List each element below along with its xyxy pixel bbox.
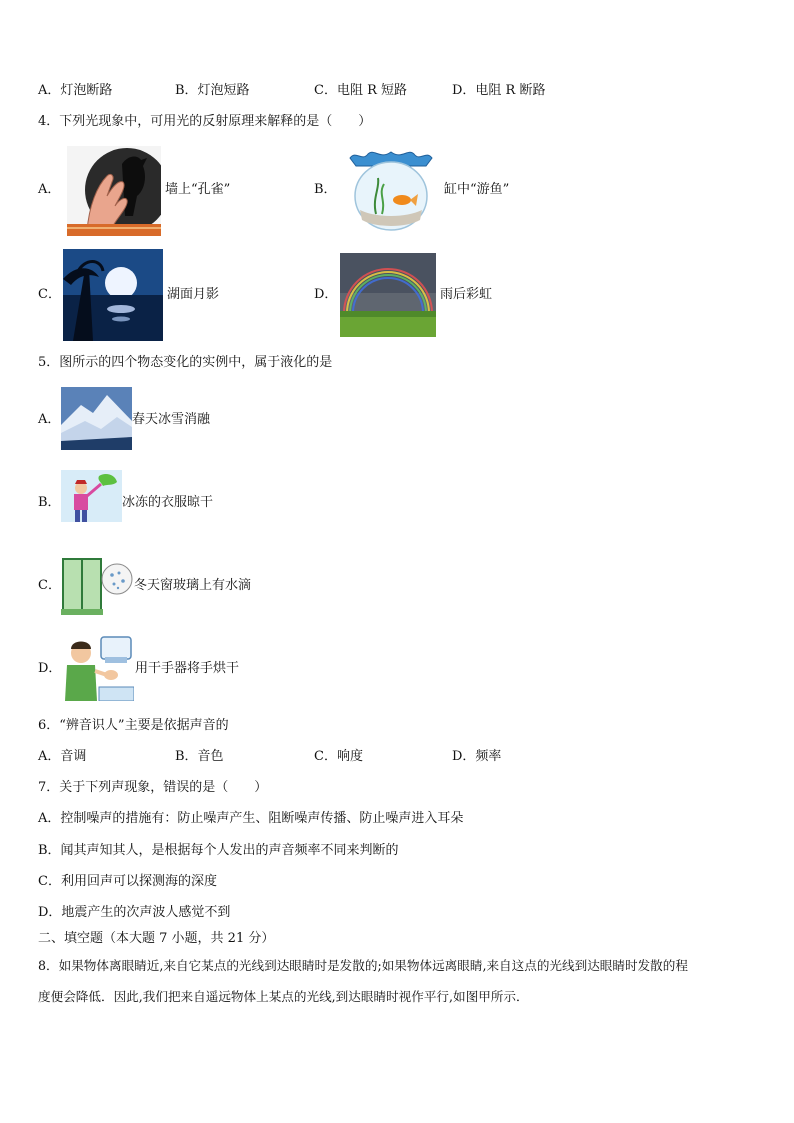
q5-option-b-caption: 冰冻的衣服晾干 [122, 495, 214, 510]
section-2-heading: 二、填空题（本大题 7 小题，共 21 分） [38, 931, 275, 946]
snow-mountain-image [61, 387, 132, 450]
hand-dryer-image [61, 635, 134, 701]
q6-option-b: B．音色 [175, 749, 224, 764]
q5-option-d-caption: 用干手器将手烘干 [135, 661, 240, 676]
q3-option-a: A．灯泡断路 [38, 83, 113, 98]
q7-option-d: D．地震产生的次声波人感觉不到 [38, 905, 231, 920]
goldfish-bowl-image [346, 148, 436, 234]
q5-option-d-letter: D． [38, 661, 62, 676]
hand-shadow-peacock-image [67, 146, 161, 236]
q5-stem: 5．图所示的四个物态变化的实例中，属于液化的是 [38, 355, 333, 370]
q3-option-b: B．灯泡短路 [175, 83, 250, 98]
rainbow-after-rain-image [340, 253, 436, 337]
q4-option-b-letter: B． [314, 182, 337, 197]
q8-text-line-1: 8．如果物体离眼睛近,来自它某点的光线到达眼睛时是发散的;如果物体远离眼睛,来自这点的光线到达眼睛时发散的程 [38, 958, 688, 973]
q4-option-c-letter: C． [38, 287, 61, 302]
q3-option-d: D．电阻 R 断路 [452, 83, 546, 98]
q4-option-b-caption: 缸中“游鱼” [444, 182, 510, 197]
q5-option-c-letter: C． [38, 578, 61, 593]
q5-option-b-letter: B． [38, 495, 61, 510]
q6-option-d: D．频率 [452, 749, 502, 764]
q5-option-a-caption: 春天冰雪消融 [132, 412, 211, 427]
q5-option-c-caption: 冬天窗玻璃上有水滴 [134, 578, 252, 593]
q6-stem: 6．“辨音识人”主要是依据声音的 [38, 718, 229, 733]
q6-option-c: C．响度 [314, 749, 363, 764]
q4-option-d-caption: 雨后彩虹 [440, 287, 493, 302]
q4-stem: 4．下列光现象中，可用光的反射原理来解释的是（ ） [38, 114, 372, 129]
lake-moon-reflection-image [63, 249, 163, 341]
q4-option-d-letter: D． [314, 287, 338, 302]
q4-option-a-caption: 墙上“孔雀” [165, 182, 231, 197]
q4-option-c-caption: 湖面月影 [167, 287, 220, 302]
window-water-drops-image [61, 555, 134, 617]
q7-option-c: C．利用回声可以探测海的深度 [38, 874, 217, 889]
q7-stem: 7．关于下列声现象，错误的是（ ） [38, 780, 268, 795]
q3-option-c: C．电阻 R 短路 [314, 83, 407, 98]
q7-option-b: B．闻其声知其人，是根据每个人发出的声音频率不同来判断的 [38, 843, 399, 858]
q5-option-a-letter: A． [38, 412, 61, 427]
q8-text-line-2: 度便会降低．因此,我们把来自遥远物体上某点的光线,到达眼睛时视作平行,如图甲所示． [38, 989, 529, 1004]
q4-option-a-letter: A． [38, 182, 61, 197]
q6-option-a: A．音调 [38, 749, 87, 764]
q7-option-a: A．控制噪声的措施有：防止噪声产生、阻断噪声传播、防止噪声进入耳朵 [38, 811, 464, 826]
frozen-clothes-image [61, 470, 122, 537]
